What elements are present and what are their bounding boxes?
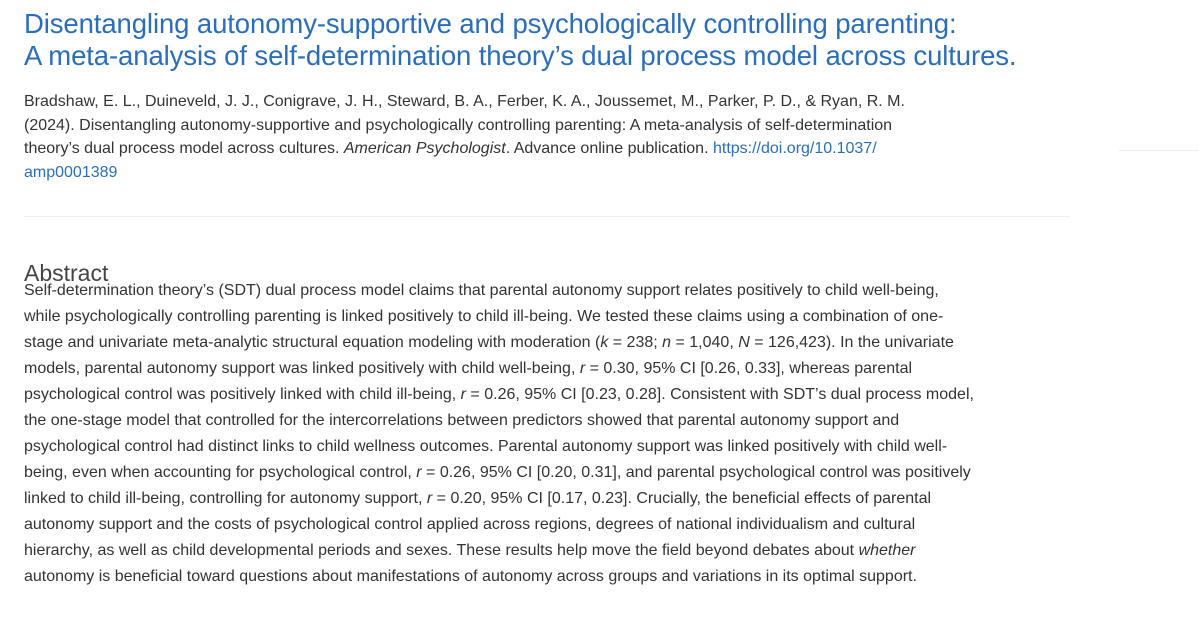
abstract-line [24, 486, 1084, 512]
paper-page [24, 0, 1184, 585]
emphasis-word: whether [858, 542, 916, 559]
abstract-line [24, 356, 1084, 382]
abstract-text: psychological control was positively linked with child ill-being, [24, 386, 461, 403]
paper-title [24, 0, 1184, 72]
section-divider [24, 216, 1069, 217]
abstract-heading: Abstract [24, 260, 109, 286]
doi-link-part-1: https://doi.org/10.1037/ [712, 140, 877, 157]
abstract-text: = 0.26, 95% CI [0.23, 0.28]. Consistent with SDT’s dual process model, [465, 386, 974, 403]
abstract-text: the one-stage model that controlled for the intercorrelations between predictors showed that parental autonomy support and [24, 412, 900, 429]
citation-journal: American Psychologist [343, 140, 506, 157]
abstract-line [24, 512, 1084, 538]
abstract-line [24, 330, 1084, 356]
abstract-line [24, 408, 1084, 434]
abstract-line [24, 278, 1084, 304]
abstract-text: models, parental autonomy support was linked positively with child well-being, [24, 360, 580, 377]
citation-block [24, 90, 1024, 184]
abstract-text: = 0.20, 95% CI [0.17, 0.23]. Crucially, the beneficial effects of parental [432, 490, 932, 507]
citation-authors: Bradshaw, E. L., Duineveld, J. J., Conigrave, J. H., Steward, B. A., Ferber, K. A., Joussemet, M., Parker, P. D., & Ryan, R. M. [24, 93, 905, 110]
side-divider [1119, 150, 1199, 151]
abstract-text: = 238; [608, 334, 663, 351]
abstract-text: autonomy support and the costs of psychological control applied across regions, degrees of national individualism and cultural [24, 516, 916, 533]
citation-status: . Advance online publication. [505, 140, 713, 157]
stat-symbol: k [600, 334, 609, 351]
stat-symbol: r [416, 464, 422, 481]
abstract-paragraph [24, 278, 1084, 590]
abstract-line [24, 304, 1084, 330]
abstract-text: stage and univariate meta-analytic structural equation modeling with moderation ( [24, 334, 601, 351]
paper-title-line-2: A meta-analysis of self-determination theory’s dual process model across cultures. [24, 40, 1017, 71]
doi-link-part-2: amp0001389 [24, 163, 118, 181]
abstract-text: = 1,040, [671, 334, 739, 351]
abstract-text: while psychologically controlling parenting is linked positively to child ill-being. We tested these claims using a combination of one- [24, 308, 944, 325]
abstract-line [24, 434, 1084, 460]
stat-symbol: n [662, 334, 672, 351]
abstract-body [24, 278, 1084, 590]
abstract-text: autonomy is beneficial toward questions about manifestations of autonomy across groups and variations in its optimal support. [24, 568, 917, 585]
citation-title-cont: theory’s dual process model across cultures. [24, 140, 344, 157]
abstract-text: psychological control had distinct links to child wellness outcomes. Parental autonomy support was linked positively with child well- [24, 438, 948, 455]
stat-symbol: N [738, 334, 750, 351]
stat-symbol: r [460, 386, 466, 403]
stat-symbol: r [579, 360, 586, 377]
abstract-text: = 126,423). In the univariate [749, 334, 954, 351]
abstract-text: = 0.26, 95% CI [0.20, 0.31], and parental psychological control was positively [421, 464, 971, 481]
abstract-line [24, 382, 1084, 408]
paper-title-line-1: Disentangling autonomy-supportive and psychologically controlling parenting: [24, 8, 957, 39]
abstract-line [24, 564, 1084, 590]
abstract-text: = 0.30, 95% CI [0.26, 0.33], whereas parental [585, 360, 913, 377]
stat-symbol: r [426, 490, 433, 507]
abstract-text: Self-determination theory’s (SDT) dual process model claims that parental autonomy support relates positively to child well-being, [24, 282, 939, 299]
citation-year-title: (2024). Disentangling autonomy-supportive and psychologically controlling parenting: A meta-analysis of self-determination [24, 116, 893, 134]
abstract-line [24, 538, 1084, 564]
abstract-text: being, even when accounting for psychological control, [24, 464, 417, 481]
abstract-text: hierarchy, as well as child developmental periods and sexes. These results help move the field beyond debates about [24, 542, 859, 559]
abstract-text: linked to child ill-being, controlling for autonomy support, [24, 490, 427, 507]
abstract-line [24, 460, 1084, 486]
